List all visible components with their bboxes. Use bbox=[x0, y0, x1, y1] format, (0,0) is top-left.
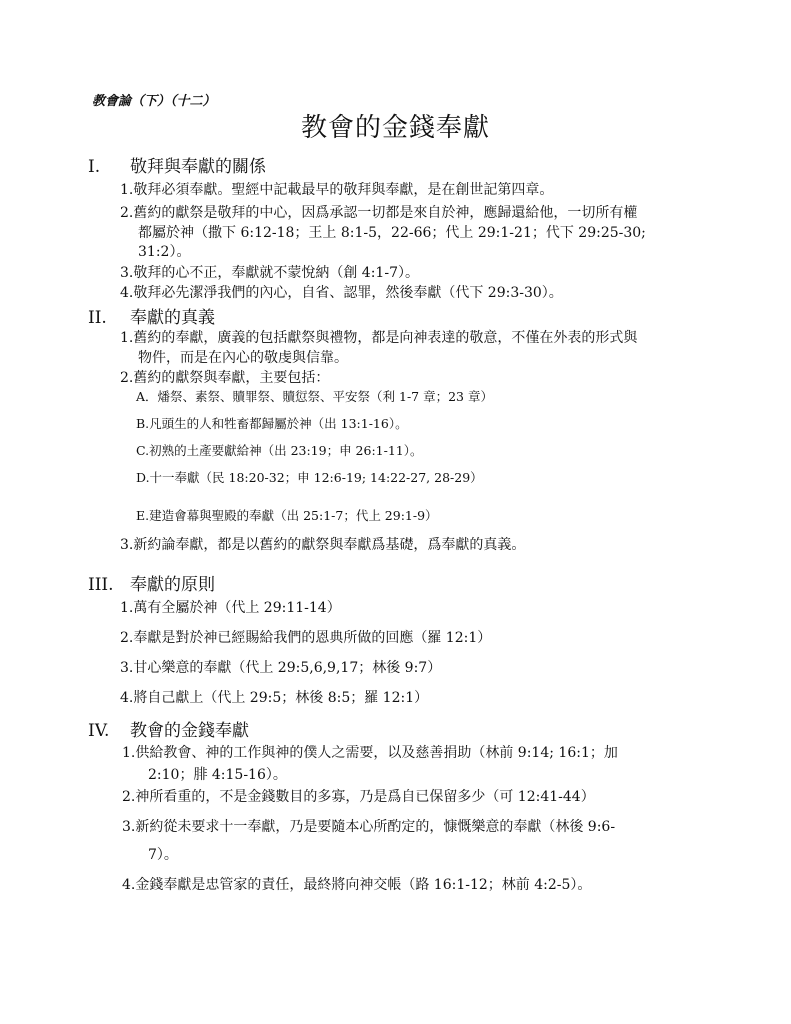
sub-item-e: E.建造會幕與聖殿的奉獻（出 25:1-7；代上 29:1-9） bbox=[136, 508, 438, 523]
document-title: 教會的金錢奉獻 bbox=[300, 113, 490, 143]
list-item: 3.新約論奉獻，都是以舊約的獻祭與奉獻爲基礎，爲奉獻的真義。 bbox=[120, 537, 526, 553]
sub-item-c: C.初熟的土產要獻給神（出 23:19；申 26:1-11）。 bbox=[136, 443, 423, 458]
list-item-continuation: 31:2）。 bbox=[138, 244, 191, 260]
list-item: 1.舊約的奉獻，廣義的包括獻祭與禮物，都是向神表達的敬意，不僅在外表的形式與 bbox=[120, 330, 638, 346]
list-item: 2.神所看重的，不是金錢數目的多寡，乃是爲自已保留多少（可 12:41-44） bbox=[122, 789, 595, 805]
list-item: 4.將自己獻上（代上 29:5；林後 8:5；羅 12:1） bbox=[120, 690, 429, 706]
list-item-continuation: 2:10；腓 4:15-16）。 bbox=[148, 767, 287, 783]
section-heading-4: IV. 教會的金錢奉獻 bbox=[88, 721, 249, 741]
list-item: 2.奉獻是對於神已經賜給我們的恩典所做的回應（羅 12:1） bbox=[120, 630, 492, 646]
sub-item-d: D.十一奉獻（民 18:20-32；申 12:6-19; 14:22-27, 28-29） bbox=[136, 470, 483, 485]
list-item: 1.供給教會、神的工作與神的僕人之需要，以及慈善捐助（林前 9:14; 16:1；加 bbox=[122, 745, 618, 761]
list-item: 1.敬拜必須奉獻。聖經中記載最早的敬拜與奉獻，是在創世記第四章。 bbox=[120, 182, 554, 198]
sub-item-b: B.凡頭生的人和牲畜都歸屬於神（出 13:1-16）。 bbox=[136, 416, 408, 431]
section-heading-1: I. 敬拜與奉獻的關係 bbox=[88, 157, 266, 177]
list-item-continuation: 都屬於神（撒下 6:12-18；王上 8:1-5，22-66；代上 29:1-21；代下 29:25-30; bbox=[138, 225, 646, 241]
list-item: 3.敬拜的心不正，奉獻就不蒙悅納（創 4:1-7）。 bbox=[120, 265, 419, 281]
list-item-continuation: 7）。 bbox=[148, 847, 178, 863]
list-item-continuation: 物件，而是在內心的敬虔與信靠。 bbox=[138, 350, 348, 366]
list-item: 2.舊約的獻祭與奉獻，主要包括： bbox=[120, 370, 330, 386]
section-heading-3: III. 奉獻的原則 bbox=[88, 575, 215, 595]
list-item: 1.萬有全屬於神（代上 29:11-14） bbox=[120, 600, 341, 616]
sub-item-a: A．燔祭、素祭、贖罪祭、贖愆祭、平安祭（利 1-7 章；23 章） bbox=[136, 389, 493, 404]
document-subtitle: 教會論（下）（十二） bbox=[92, 94, 216, 109]
section-heading-2: II. 奉獻的真義 bbox=[88, 308, 215, 328]
list-item: 3.甘心樂意的奉獻（代上 29:5,6,9,17；林後 9:7） bbox=[120, 660, 442, 676]
list-item: 4.敬拜必先潔淨我們的內心，自省、認罪，然後奉獻（代下 29:3-30）。 bbox=[120, 285, 563, 301]
list-item: 2.舊約的獻祭是敬拜的中心，因爲承認一切都是來自於神，應歸還給他，一切所有權 bbox=[120, 205, 638, 221]
list-item: 3.新約從未要求十一奉獻，乃是要隨本心所酌定的，慷慨樂意的奉獻（林後 9:6- bbox=[122, 819, 616, 835]
list-item: 4.金錢奉獻是忠管家的責任，最終將向神交帳（路 16:1-12；林前 4:2-5）。 bbox=[122, 877, 592, 893]
